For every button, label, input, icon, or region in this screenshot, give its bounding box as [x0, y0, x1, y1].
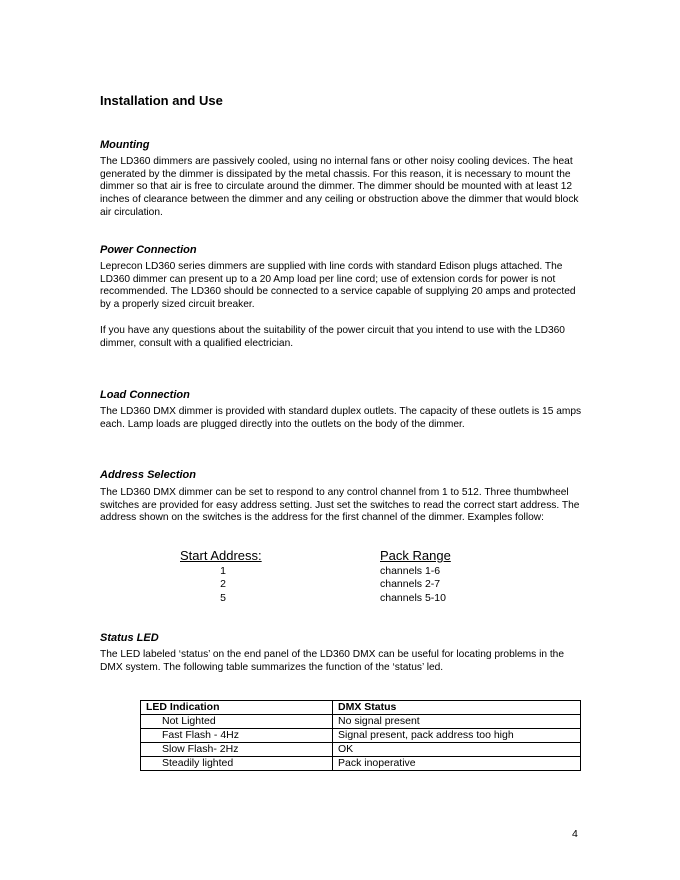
load-connection-heading: Load Connection	[100, 389, 190, 401]
example-range: channels 1-6	[380, 565, 441, 577]
example-range: channels 2-7	[380, 578, 441, 590]
example-address: 1	[220, 565, 226, 577]
table-header: DMX Status	[333, 701, 581, 715]
example-range: channels 5-10	[380, 592, 446, 604]
power-connection-heading: Power Connection	[100, 244, 197, 256]
pack-range-header: Pack Range	[380, 548, 451, 563]
table-cell: No signal present	[333, 715, 581, 729]
table-header-row	[141, 701, 581, 715]
table-cell: OK	[333, 743, 581, 757]
mounting-paragraph: The LD360 dimmers are passively cooled, using no internal fans or other noisy cooling devices. The heat generated by the dimmer is dissipated by the metal chassis. For this reason, it is necessary to mount the dimmer so that air is free to circulate around the dimmer. The dimmer should be mounted with at least 12 inches of clearance between the dimmer and any ceiling or obstruction above the dimmer that would block air circulation.	[100, 156, 579, 218]
table-row	[141, 715, 581, 729]
example-address: 2	[220, 578, 226, 590]
table-cell: Signal present, pack address too high	[333, 729, 581, 743]
status-led-paragraph: The LED labeled ‘status’ on the end panel of the LD360 DMX can be useful for locating problems in the DMX system. The following table summarizes the function of the ‘status’ led.	[100, 649, 565, 673]
power-connection-paragraph-2: If you have any questions about the suitability of the power circuit that you intend to use with the LD360 dimmer, consult with a qualified electrician.	[100, 325, 565, 349]
table-cell: Not Lighted	[141, 715, 333, 729]
address-selection-paragraph: The LD360 DMX dimmer can be set to respond to any control channel from 1 to 512. Three thumbwheel switches are provided for easy address setting. Just set the switches to read the correct start address. The address shown on the switches is the address for the first channel of the dimmer. Examples follow:	[100, 487, 580, 524]
mounting-heading: Mounting	[100, 139, 150, 151]
start-address-header: Start Address:	[180, 548, 262, 563]
table-row	[141, 743, 581, 757]
page-title: Installation and Use	[100, 93, 223, 108]
table-cell: Steadily lighted	[141, 757, 333, 771]
table-cell: Fast Flash - 4Hz	[141, 729, 333, 743]
page-number: 4	[572, 828, 578, 840]
table-header: LED Indication	[141, 701, 333, 715]
load-connection-paragraph: The LD360 DMX dimmer is provided with standard duplex outlets. The capacity of these outlets is 15 amps each. Lamp loads are plugged directly into the outlets on the body of the dimmer.	[100, 406, 582, 430]
table-cell: Pack inoperative	[333, 757, 581, 771]
example-address: 5	[220, 592, 226, 604]
power-connection-paragraph: Leprecon LD360 series dimmers are supplied with line cords with standard Edison plugs attached. The LD360 dimmer can present up to a 20 Amp load per line cord; use of extension cords for power is not recommended. The LD360 should be connected to a service capable of supplying 20 amps and protected by a properly sized circuit breaker.	[100, 261, 576, 311]
table-row	[141, 729, 581, 743]
table-cell: Slow Flash- 2Hz	[141, 743, 333, 757]
led-status-table	[140, 700, 581, 771]
table-row	[141, 757, 581, 771]
address-selection-heading: Address Selection	[100, 469, 196, 481]
status-led-heading: Status LED	[100, 632, 159, 644]
